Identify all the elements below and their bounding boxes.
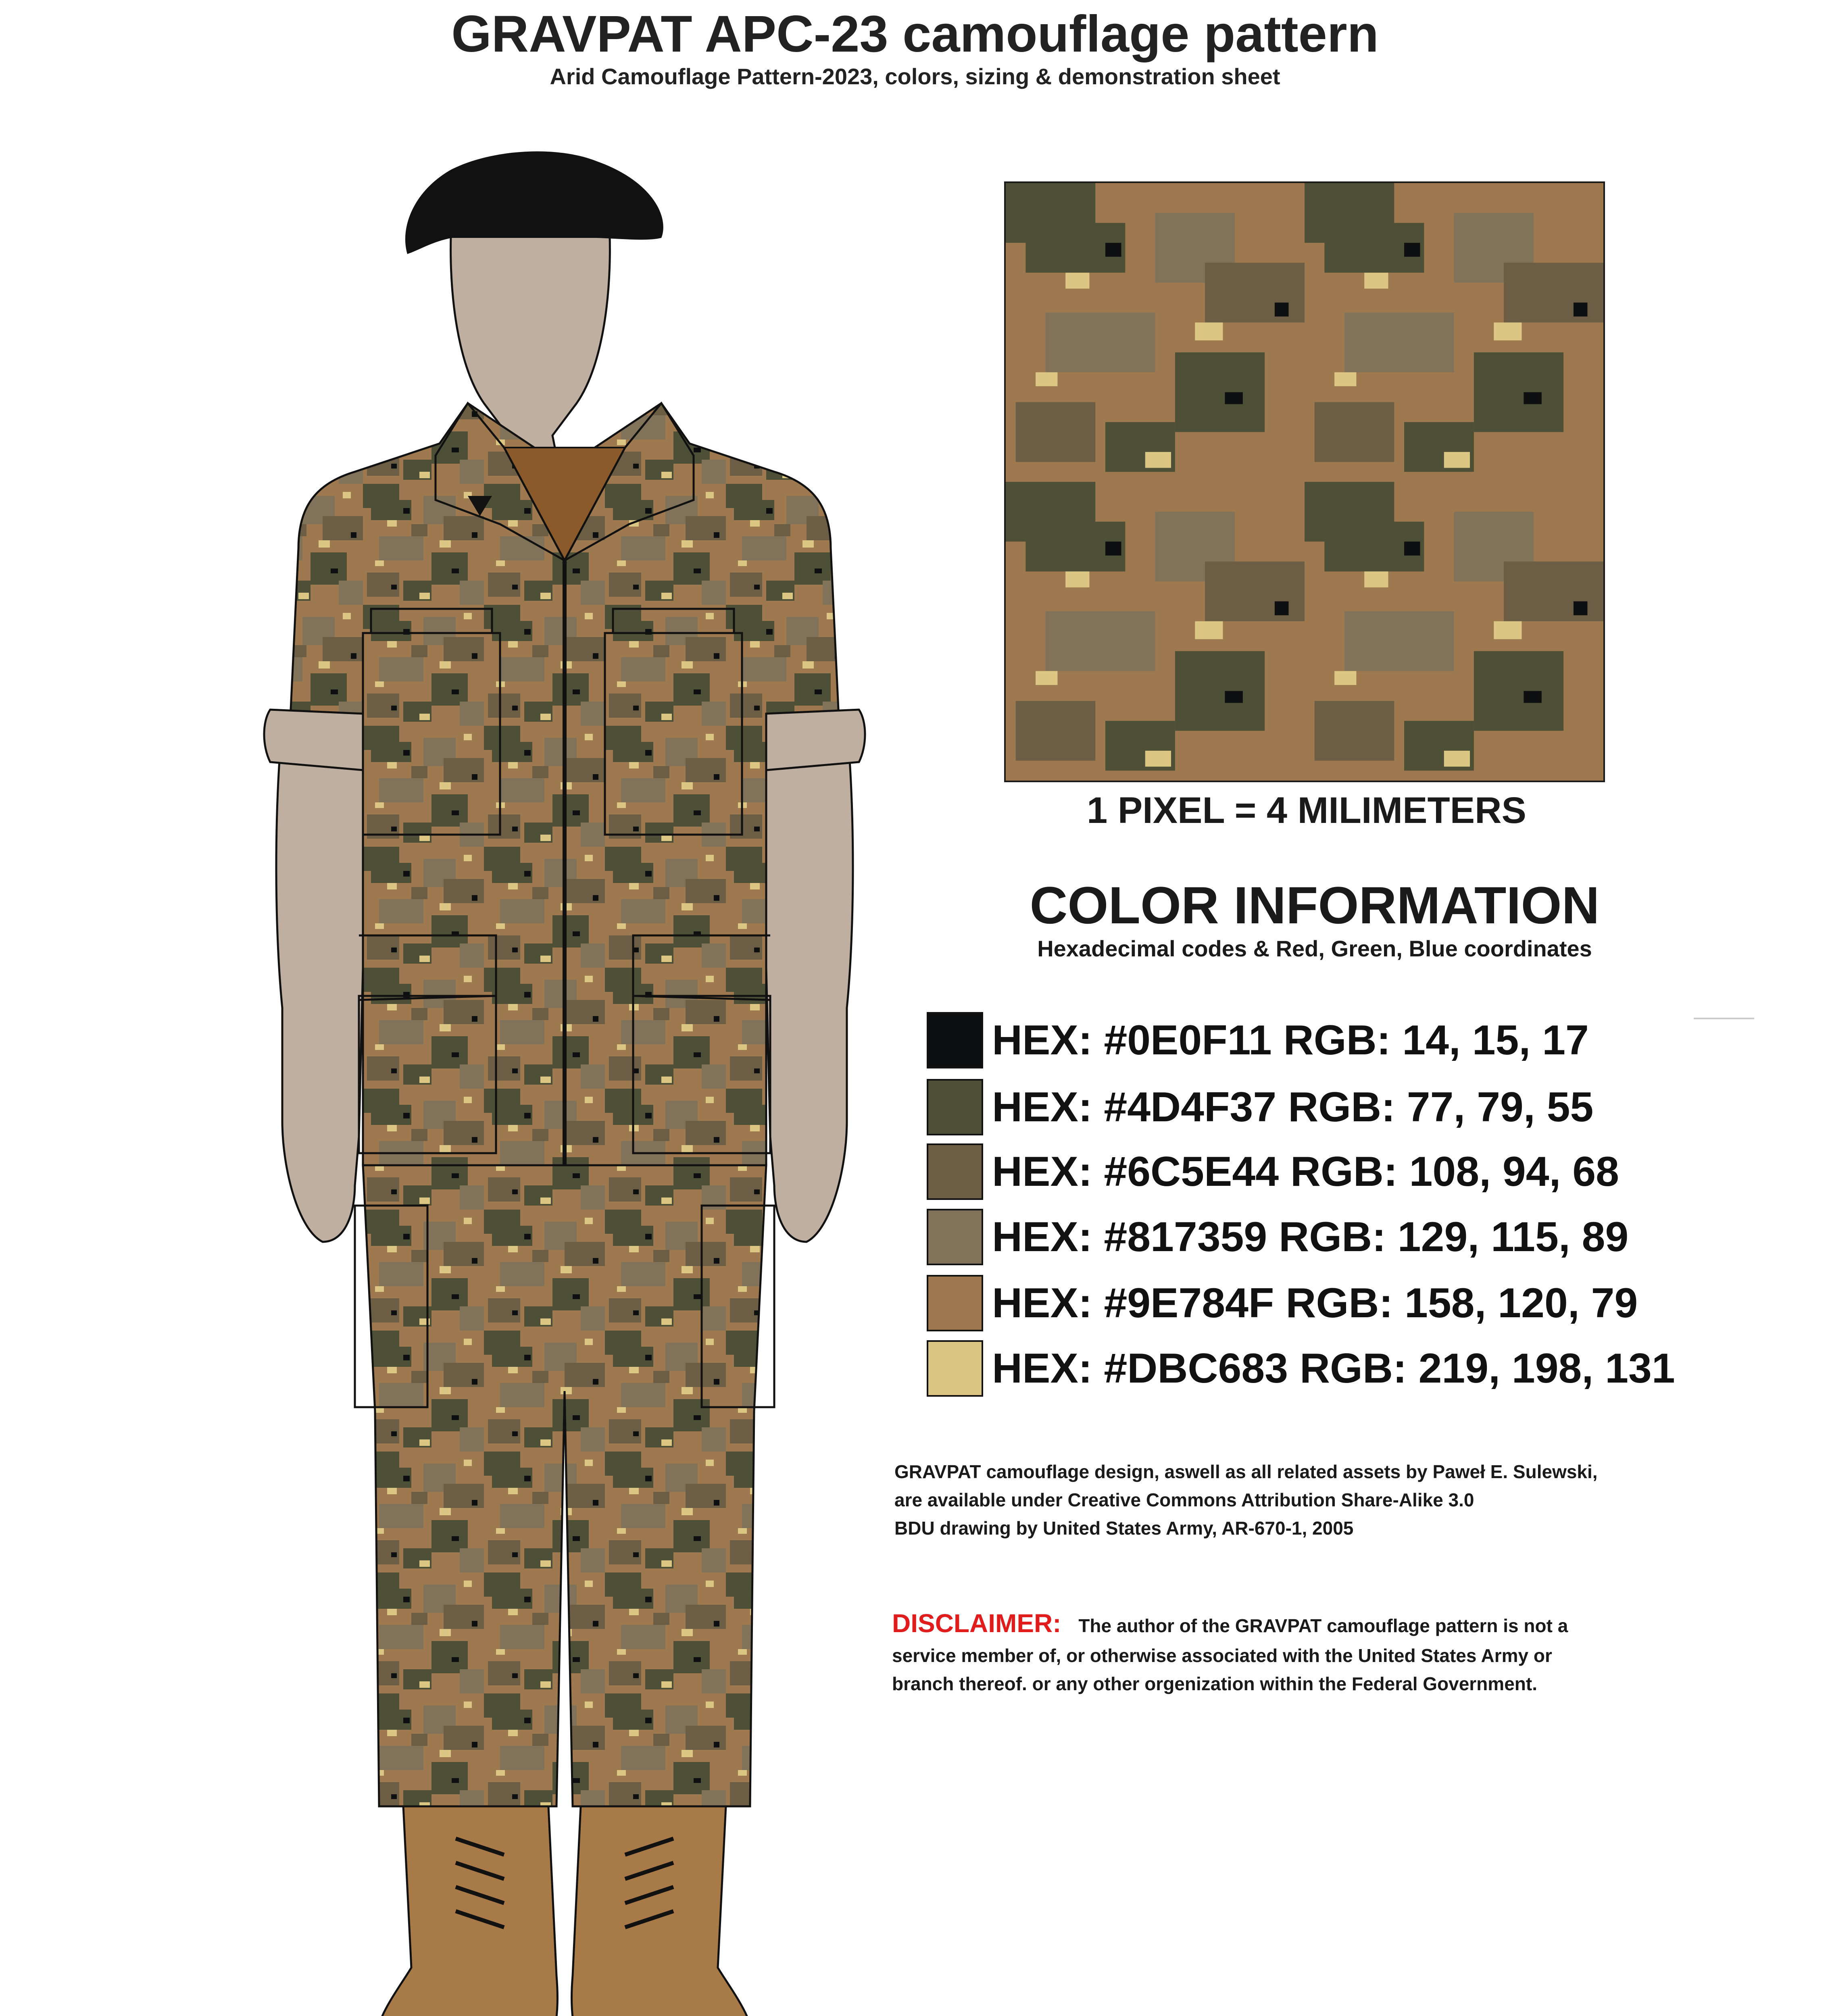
divider xyxy=(1694,1018,1754,1019)
disclaimer-line xyxy=(892,1609,1568,1640)
scale-caption: 1 PIXEL = 4 MILIMETERS xyxy=(1087,790,1526,831)
left-sleeve-cuff xyxy=(264,710,363,770)
credit-line: are available under Creative Commons Attribution Share-Alike 3.0 xyxy=(894,1489,1474,1510)
color-row xyxy=(927,1143,1822,1200)
color-chip xyxy=(927,1275,983,1331)
color-code: HEX: #0E0F11 RGB: 14, 15, 17 xyxy=(992,1017,1589,1064)
page-title: GRAVPAT APC-23 camouflage pattern xyxy=(451,5,1379,63)
color-chip xyxy=(927,1012,983,1068)
color-code: HEX: #9E784F RGB: 158, 120, 79 xyxy=(992,1280,1638,1327)
color-row xyxy=(927,1275,1822,1331)
color-info-heading: COLOR INFORMATION xyxy=(1030,876,1600,935)
color-row xyxy=(927,1079,1822,1135)
left-arm xyxy=(276,726,368,1242)
credit-line: BDU drawing by United States Army, AR-670-1, 2005 xyxy=(894,1518,1354,1539)
color-row xyxy=(927,1209,1822,1265)
color-code: HEX: #DBC683 RGB: 219, 198, 131 xyxy=(992,1345,1675,1392)
right-sleeve-cuff xyxy=(766,710,865,770)
soldier-uniform-illustration xyxy=(242,141,887,2016)
color-chip xyxy=(927,1143,983,1200)
disclaimer-text: The author of the GRAVPAT camouflage pattern is not a xyxy=(1078,1615,1568,1636)
disclaimer-line: service member of, or otherwise associated with the United States Army or xyxy=(892,1645,1552,1666)
color-row xyxy=(927,1340,1822,1397)
color-row xyxy=(927,1012,1822,1068)
color-code: HEX: #817359 RGB: 129, 115, 89 xyxy=(992,1214,1629,1260)
page-subtitle: Arid Camouflage Pattern-2023, colors, sizing & demonstration sheet xyxy=(550,64,1280,89)
color-code: HEX: #4D4F37 RGB: 77, 79, 55 xyxy=(992,1084,1594,1131)
left-boot xyxy=(377,1806,557,2016)
disclaimer-line: branch thereof. or any other orgenization within the Federal Government. xyxy=(892,1673,1537,1694)
color-chip xyxy=(927,1209,983,1265)
camouflage-pattern-swatch xyxy=(1004,181,1605,782)
right-arm xyxy=(761,726,853,1242)
color-chip xyxy=(927,1079,983,1135)
color-chip xyxy=(927,1340,983,1397)
disclaimer-label: DISCLAIMER: xyxy=(892,1609,1061,1638)
credit-line: GRAVPAT camouflage design, aswell as all related assets by Paweł E. Sulewski, xyxy=(894,1461,1598,1482)
color-info-subheading: Hexadecimal codes & Red, Green, Blue coordinates xyxy=(1037,936,1592,961)
trousers xyxy=(363,1165,766,1806)
right-boot xyxy=(572,1806,752,2016)
color-code: HEX: #6C5E44 RGB: 108, 94, 68 xyxy=(992,1148,1619,1195)
